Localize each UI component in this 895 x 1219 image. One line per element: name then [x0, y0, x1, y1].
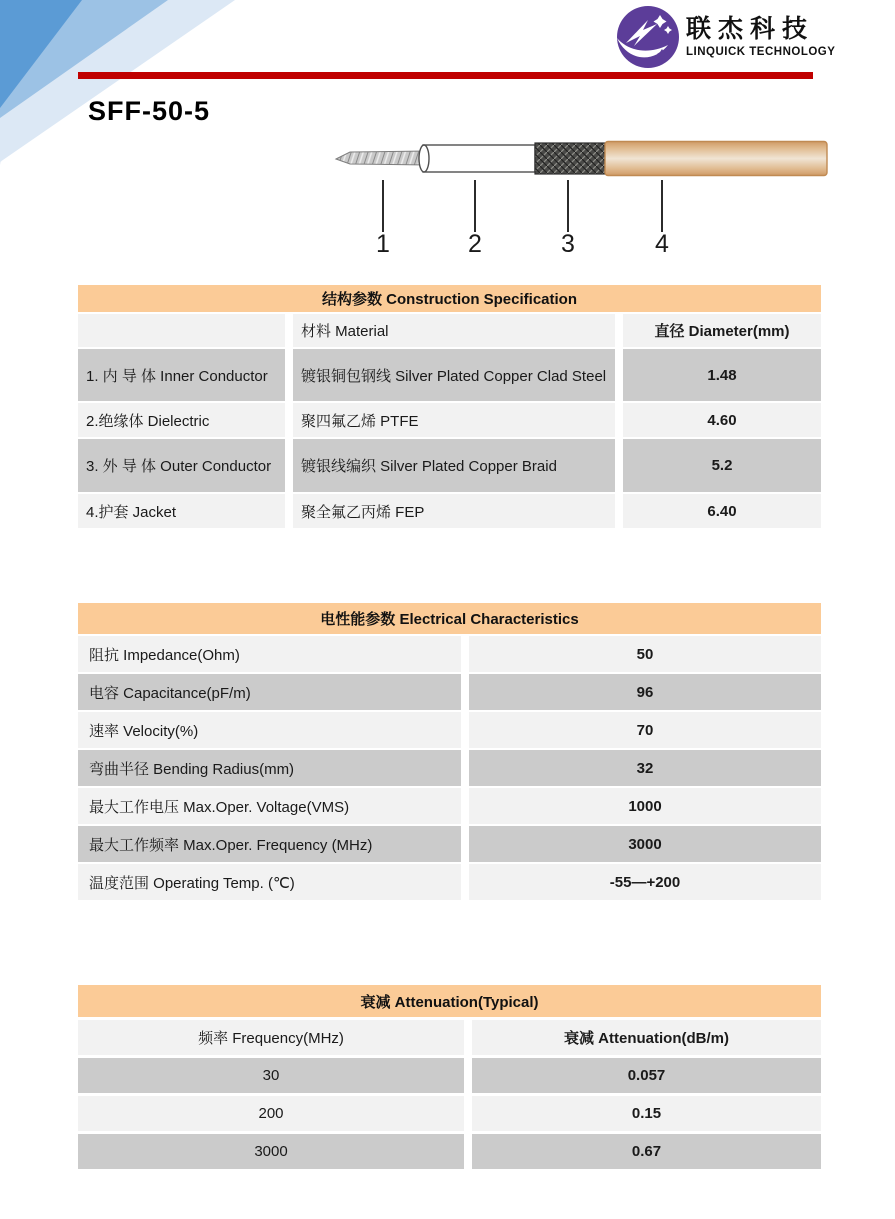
linquick-logo-icon — [616, 5, 680, 69]
electrical-table-title: 电性能参数 Electrical Characteristics — [78, 603, 821, 634]
electrical-row7-param: 温度范围 Operating Temp. (℃) — [78, 864, 461, 900]
leader-line-4 — [661, 180, 663, 232]
cable-structure-diagram — [330, 138, 830, 258]
attenuation-header-attenuation: 衰减 Attenuation(dB/m) — [472, 1020, 821, 1055]
construction-row1-diameter: 1.48 — [623, 349, 821, 401]
attenuation-row3-value: 0.67 — [472, 1134, 821, 1169]
diagram-label-2: 2 — [468, 230, 482, 258]
electrical-row4-value: 32 — [469, 750, 821, 786]
diagram-label-4: 4 — [655, 230, 669, 258]
company-name-cn: 联杰科技 — [686, 14, 815, 43]
leader-line-1 — [382, 180, 384, 232]
electrical-row7-value: -55—+200 — [469, 864, 821, 900]
construction-table — [78, 285, 821, 528]
attenuation-row1-value: 0.057 — [472, 1058, 821, 1093]
attenuation-row1-frequency: 30 — [78, 1058, 464, 1093]
cable-illustration — [330, 138, 830, 180]
construction-header-blank — [78, 314, 285, 347]
construction-row1-name: 1. 内 导 体 Inner Conductor — [86, 367, 268, 385]
construction-header-diameter: 直径 Diameter(mm) — [623, 314, 821, 347]
attenuation-row2-frequency: 200 — [78, 1096, 464, 1131]
construction-row2-material: 聚四氟乙烯 PTFE — [293, 403, 615, 437]
attenuation-row2-value: 0.15 — [472, 1096, 821, 1131]
table-row — [78, 439, 285, 492]
attenuation-header-frequency: 频率 Frequency(MHz) — [78, 1020, 464, 1055]
electrical-row5-value: 1000 — [469, 788, 821, 824]
electrical-row1-value: 50 — [469, 636, 821, 672]
construction-table-title: 结构参数 Construction Specification — [78, 285, 821, 312]
company-logo — [616, 4, 836, 70]
attenuation-row3-frequency: 3000 — [78, 1134, 464, 1169]
construction-row3-name: 3. 外 导 体 Outer Conductor — [86, 458, 272, 475]
construction-row1-material: 镀银铜包钢线 Silver Plated Copper Clad Steel — [293, 349, 615, 401]
construction-header-material: 材料 Material — [293, 314, 615, 347]
electrical-row6-value: 3000 — [469, 826, 821, 862]
construction-row3-diameter: 5.2 — [623, 439, 821, 492]
page-title: SFF-50-5 — [88, 96, 211, 126]
leader-line-3 — [567, 180, 569, 232]
electrical-row4-param: 弯曲半径 Bending Radius(mm) — [78, 750, 461, 786]
diagram-label-1: 1 — [376, 230, 390, 258]
construction-row2-diameter: 4.60 — [623, 403, 821, 437]
company-name-en: LINQUICK TECHNOLOGY — [686, 46, 836, 59]
electrical-row6-param: 最大工作频率 Max.Oper. Frequency (MHz) — [78, 826, 461, 862]
electrical-row1-param: 阻抗 Impedance(Ohm) — [78, 636, 461, 672]
attenuation-table — [78, 985, 821, 1169]
construction-row4-name: 4.护套 Jacket — [78, 494, 285, 528]
construction-row4-material: 聚全氟乙丙烯 FEP — [293, 494, 615, 528]
electrical-row3-value: 70 — [469, 712, 821, 748]
construction-row2-name: 2.绝缘体 Dielectric — [78, 403, 285, 437]
electrical-row2-value: 96 — [469, 674, 821, 710]
electrical-row5-param: 最大工作电压 Max.Oper. Voltage(VMS) — [78, 788, 461, 824]
construction-row4-diameter: 6.40 — [623, 494, 821, 528]
construction-row3-material: 镀银线编织 Silver Plated Copper Braid — [293, 439, 615, 492]
leader-line-2 — [474, 180, 476, 232]
attenuation-table-title: 衰减 Attenuation(Typical) — [78, 985, 821, 1017]
diagram-label-3: 3 — [561, 230, 575, 258]
header-divider-line — [78, 72, 813, 79]
electrical-row2-param: 电容 Capacitance(pF/m) — [78, 674, 461, 710]
table-row — [78, 349, 285, 401]
electrical-row3-param: 速率 Velocity(%) — [78, 712, 461, 748]
electrical-table — [78, 603, 821, 900]
